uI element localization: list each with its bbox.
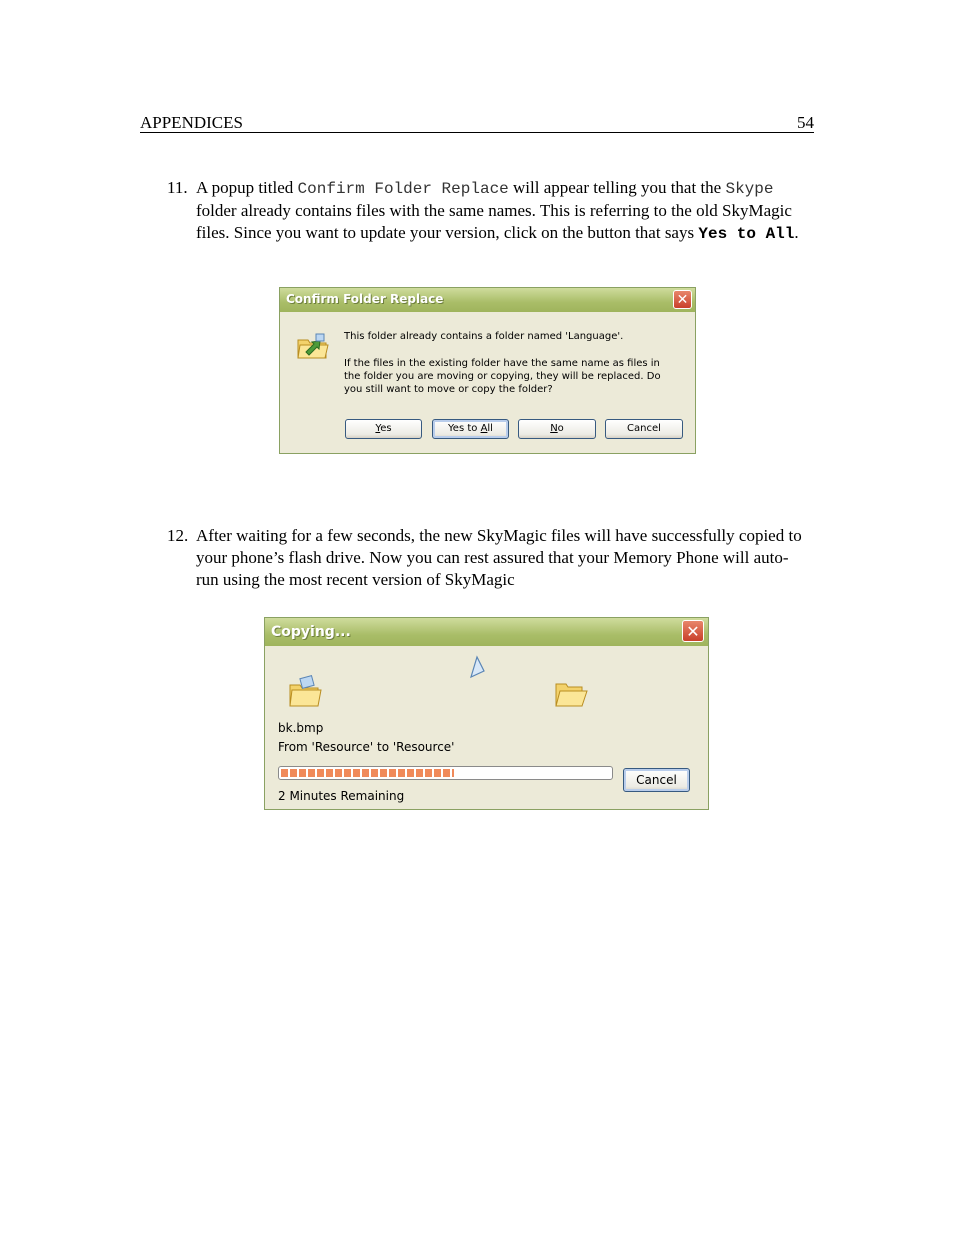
progress-fill (281, 769, 454, 777)
step-number: 12. (167, 526, 189, 545)
mnemonic: Y (375, 423, 381, 434)
dialog-question: If the files in the existing folder have the same name as files in the folder you are moving or copying, they will be replaced. Do you still want to move or copy the folder? (344, 358, 661, 395)
copying-dialog (264, 617, 709, 810)
dialog-message: This folder already contains a folder named 'Language'. (344, 331, 624, 342)
page-header (140, 113, 814, 133)
cancel-button[interactable]: Cancel (605, 419, 683, 439)
step-number: 11. (167, 178, 188, 197)
text-run: will appear telling you that the (508, 178, 726, 197)
cancel-button[interactable]: Cancel (623, 768, 690, 792)
text-run: A popup titled (196, 178, 298, 197)
step-text (196, 177, 808, 245)
time-remaining: 2 Minutes Remaining (278, 789, 405, 803)
dialog-title: Copying... (271, 624, 351, 640)
button-label: Yes to (448, 423, 481, 434)
dialog-title: Confirm Folder Replace (286, 292, 444, 306)
code-button-name: Yes to All (698, 225, 795, 243)
confirm-folder-replace-dialog (279, 287, 696, 454)
code-dialog-title: Confirm Folder Replace (297, 180, 509, 198)
mnemonic: N (550, 423, 558, 434)
button-label: es (380, 423, 392, 434)
open-folder-icon (554, 678, 588, 711)
page-number: 54 (797, 113, 814, 132)
section-title: APPENDICES (140, 113, 243, 132)
yes-to-all-button[interactable] (432, 419, 509, 439)
copy-source-destination: From 'Resource' to 'Resource' (278, 740, 455, 754)
close-icon[interactable]: ✕ (682, 620, 704, 642)
text-run: . (794, 223, 799, 242)
close-icon[interactable]: ✕ (673, 290, 692, 309)
dialog-titlebar (265, 618, 708, 646)
file-name: bk.bmp (278, 721, 324, 735)
button-label: ll (487, 423, 493, 434)
copy-progress-bar (278, 766, 613, 780)
no-button[interactable] (518, 419, 596, 439)
text-run: folder already contains files with the same names. This is referring to the old SkyMagic files. Since you want to update your version, click on the button that says (196, 201, 792, 242)
folder-move-icon (287, 673, 323, 712)
flying-paper-icon (467, 653, 487, 684)
code-folder-name: Skype (725, 180, 774, 198)
mnemonic: A (480, 423, 488, 434)
folder-move-icon (296, 332, 330, 363)
button-label: o (557, 423, 564, 434)
step-text: After waiting for a few seconds, the new SkyMagic files will have successfully copied to your phone’s flash drive. Now you can rest assured that your Memory Phone will auto-run using the most recent version of SkyMagic (196, 526, 802, 589)
yes-button[interactable] (345, 419, 422, 439)
dialog-titlebar (280, 288, 695, 312)
